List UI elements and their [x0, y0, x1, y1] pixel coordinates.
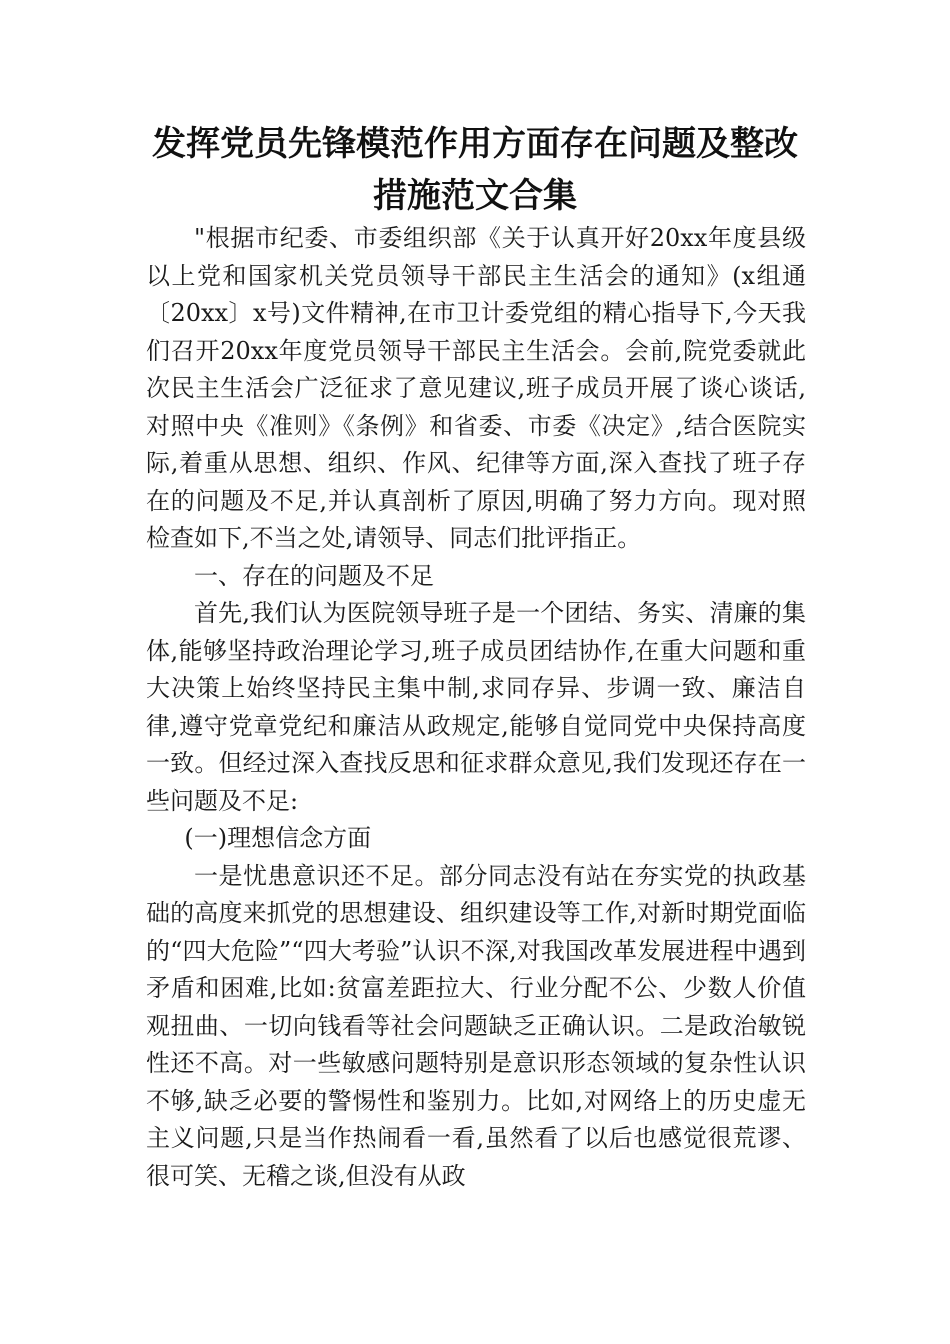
subsection-1-paragraph: 一是忧患意识还不足。部分同志没有站在夯实党的执政基础的高度来抓党的思想建设、组织建设等工作,对新时期党面临的“四大危险”“四大考验”认识不深,对我国改革发展进程中遇到矛盾和困难,比如:贫富差距拉大、行业分配不公、少数人价值观扭曲、一切向钱看等社会问题缺乏正确认识。二是政治敏锐性还不高。对一些敏感问题特别是意识形态领域的复杂性认识不够,缺乏必要的警惕性和鉴别力。比如,对网络上的历史虚无主义问题,只是当作热闹看一看,虽然看了以后也感觉很荒谬、很可笑、无稽之谈,但没有从政: [146, 861, 806, 1190]
title-line-2: 措施范文合集: [373, 176, 577, 216]
intro-paragraph: "根据市纪委、市委组织部《关于认真开好20xx年度县级以上党和国家机关党员领导干部民主生活会的通知》(x组通〔20xx〕x号)文件精神,在市卫计委党组的精心指导下,今天我们召开20xx年度党员领导干部民主生活会。会前,院党委就此次民主生活会广泛征求了意见建议,班子成员开展了谈心谈话,对照中央《准则》《条例》和省委、市委《决定》,结合医院实际,着重从思想、组织、作风、纪律等方面,深入查找了班子存在的问题及不足,并认真剖析了原因,明确了努力方向。现对照检查如下,不当之处,请领导、同志们批评指正。: [146, 224, 806, 552]
section-heading-1: 一、存在的问题及不足: [194, 561, 434, 590]
document-body: [146, 220, 806, 1195]
section-1-paragraph: 首先,我们认为医院领导班子是一个团结、务实、清廉的集体,能够坚持政治理论学习,班子成员团结协作,在重大问题和重大决策上始终坚持民主集中制,求同存异、步调一致、廉洁自律,遵守党章党纪和廉洁从政规定,能够自觉同党中央保持高度一致。但经过深入查找反思和征求群众意见,我们发现还存在一些问题及不足:: [146, 599, 806, 815]
subsection-heading-1: (一)理想信念方面: [184, 824, 372, 852]
document-title: [120, 118, 830, 222]
title-line-1: 发挥党员先锋模范作用方面存在问题及整改: [152, 124, 798, 164]
